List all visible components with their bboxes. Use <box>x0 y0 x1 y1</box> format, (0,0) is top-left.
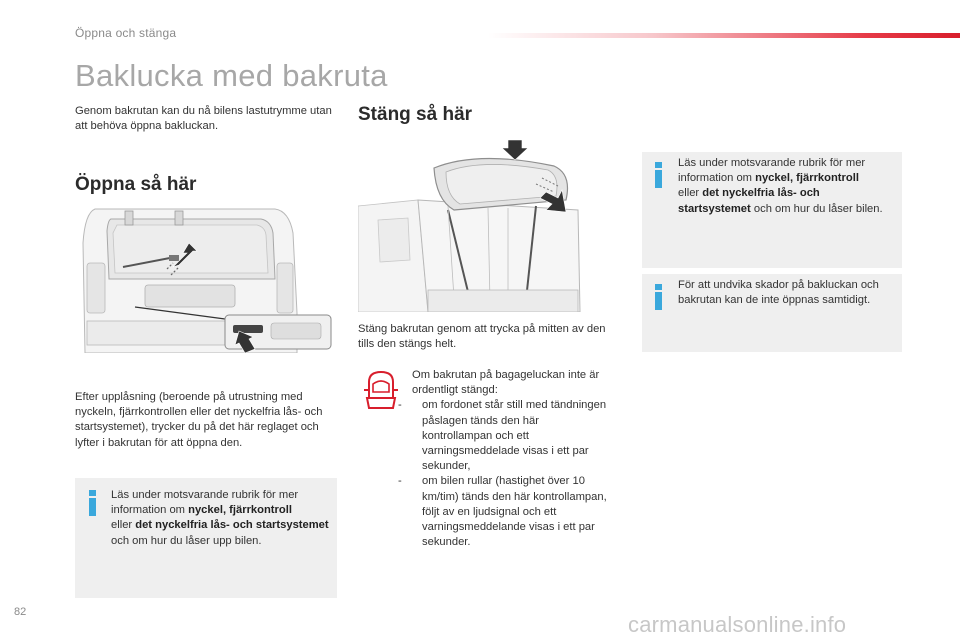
right-info-1-text <box>678 156 894 217</box>
warning-intro: Om bakrutan på bagageluckan inte är ordentligt stängd: <box>412 369 600 397</box>
page-title: Baklucka med bakruta <box>75 58 388 93</box>
right-info-box-2 <box>642 274 902 352</box>
right-info-1-part-1: Läs under motsvarande rubrik för mer information om <box>678 157 866 185</box>
watermark: carmanualsonline.info <box>628 612 847 637</box>
close-heading: Stäng så här <box>358 104 473 125</box>
info-icon <box>89 490 96 516</box>
warning-item <box>398 474 612 550</box>
info-icon <box>655 162 662 188</box>
close-paragraph: Stäng bakrutan genom att trycka på mitten av den tills den stängs helt. <box>358 323 606 351</box>
right-info-1-bold-2: det nyckelfria lås- och startsystemet <box>678 187 820 215</box>
open-info-bold-1: nyckel, fjärrkontroll <box>188 504 292 517</box>
open-info-box <box>75 478 337 598</box>
close-illustration <box>358 140 608 312</box>
open-paragraph: Efter upplåsning (beroende på utrustning med nyckeln, fjärrkontrollen eller det nyckelfria lås- och startsystemet), trycker du på det här reglaget och lyfter i bakrutan för att öppna den. <box>75 391 323 449</box>
warning-item-text: om fordonet står still med tändningen påslagen tänds den här kontrollampan och ett varningsmeddelade visas i ett par sekunder, <box>422 399 607 473</box>
right-info-box-1 <box>642 152 902 268</box>
right-info-2-text: För att undvika skador på bakluckan och bakrutan kan de inte öppnas samtidigt. <box>678 279 879 307</box>
page-number: 82 <box>14 606 27 618</box>
right-info-1-bold-1: nyckel, fjärrkontroll <box>755 172 859 185</box>
list-dash: - <box>398 399 402 412</box>
warning-item-text: om bilen rullar (hastighet över 10 km/tim) tänds den här kontrollampan, följt av en ljudsignal och ett varningsmeddelande visas i ett par sekunder. <box>422 475 607 549</box>
open-info-part-1: Läs under motsvarande rubrik för mer information om <box>111 489 299 517</box>
list-dash: - <box>398 475 402 488</box>
intro-paragraph: Genom bakrutan kan du nå bilens lastutrymme utan att behöva öppna bakluckan. <box>75 105 332 133</box>
warning-item <box>398 398 612 474</box>
warning-door-icon <box>362 368 400 412</box>
info-icon <box>655 284 662 310</box>
open-info-part-2: eller <box>111 519 136 532</box>
open-illustration <box>75 203 335 353</box>
open-info-bold-2: det nyckelfria lås- och startsystemet <box>135 519 329 532</box>
warning-block <box>398 368 612 550</box>
right-info-1-part-2: eller <box>678 187 703 200</box>
header-accent-bar <box>488 33 960 38</box>
open-info-part-3: och om hur du låser upp bilen. <box>111 534 262 547</box>
open-heading: Öppna så här <box>75 174 197 195</box>
open-info-text <box>111 488 329 549</box>
right-info-1-part-3: och om hur du låser bilen. <box>750 202 883 215</box>
section-label: Öppna och stänga <box>75 26 177 40</box>
